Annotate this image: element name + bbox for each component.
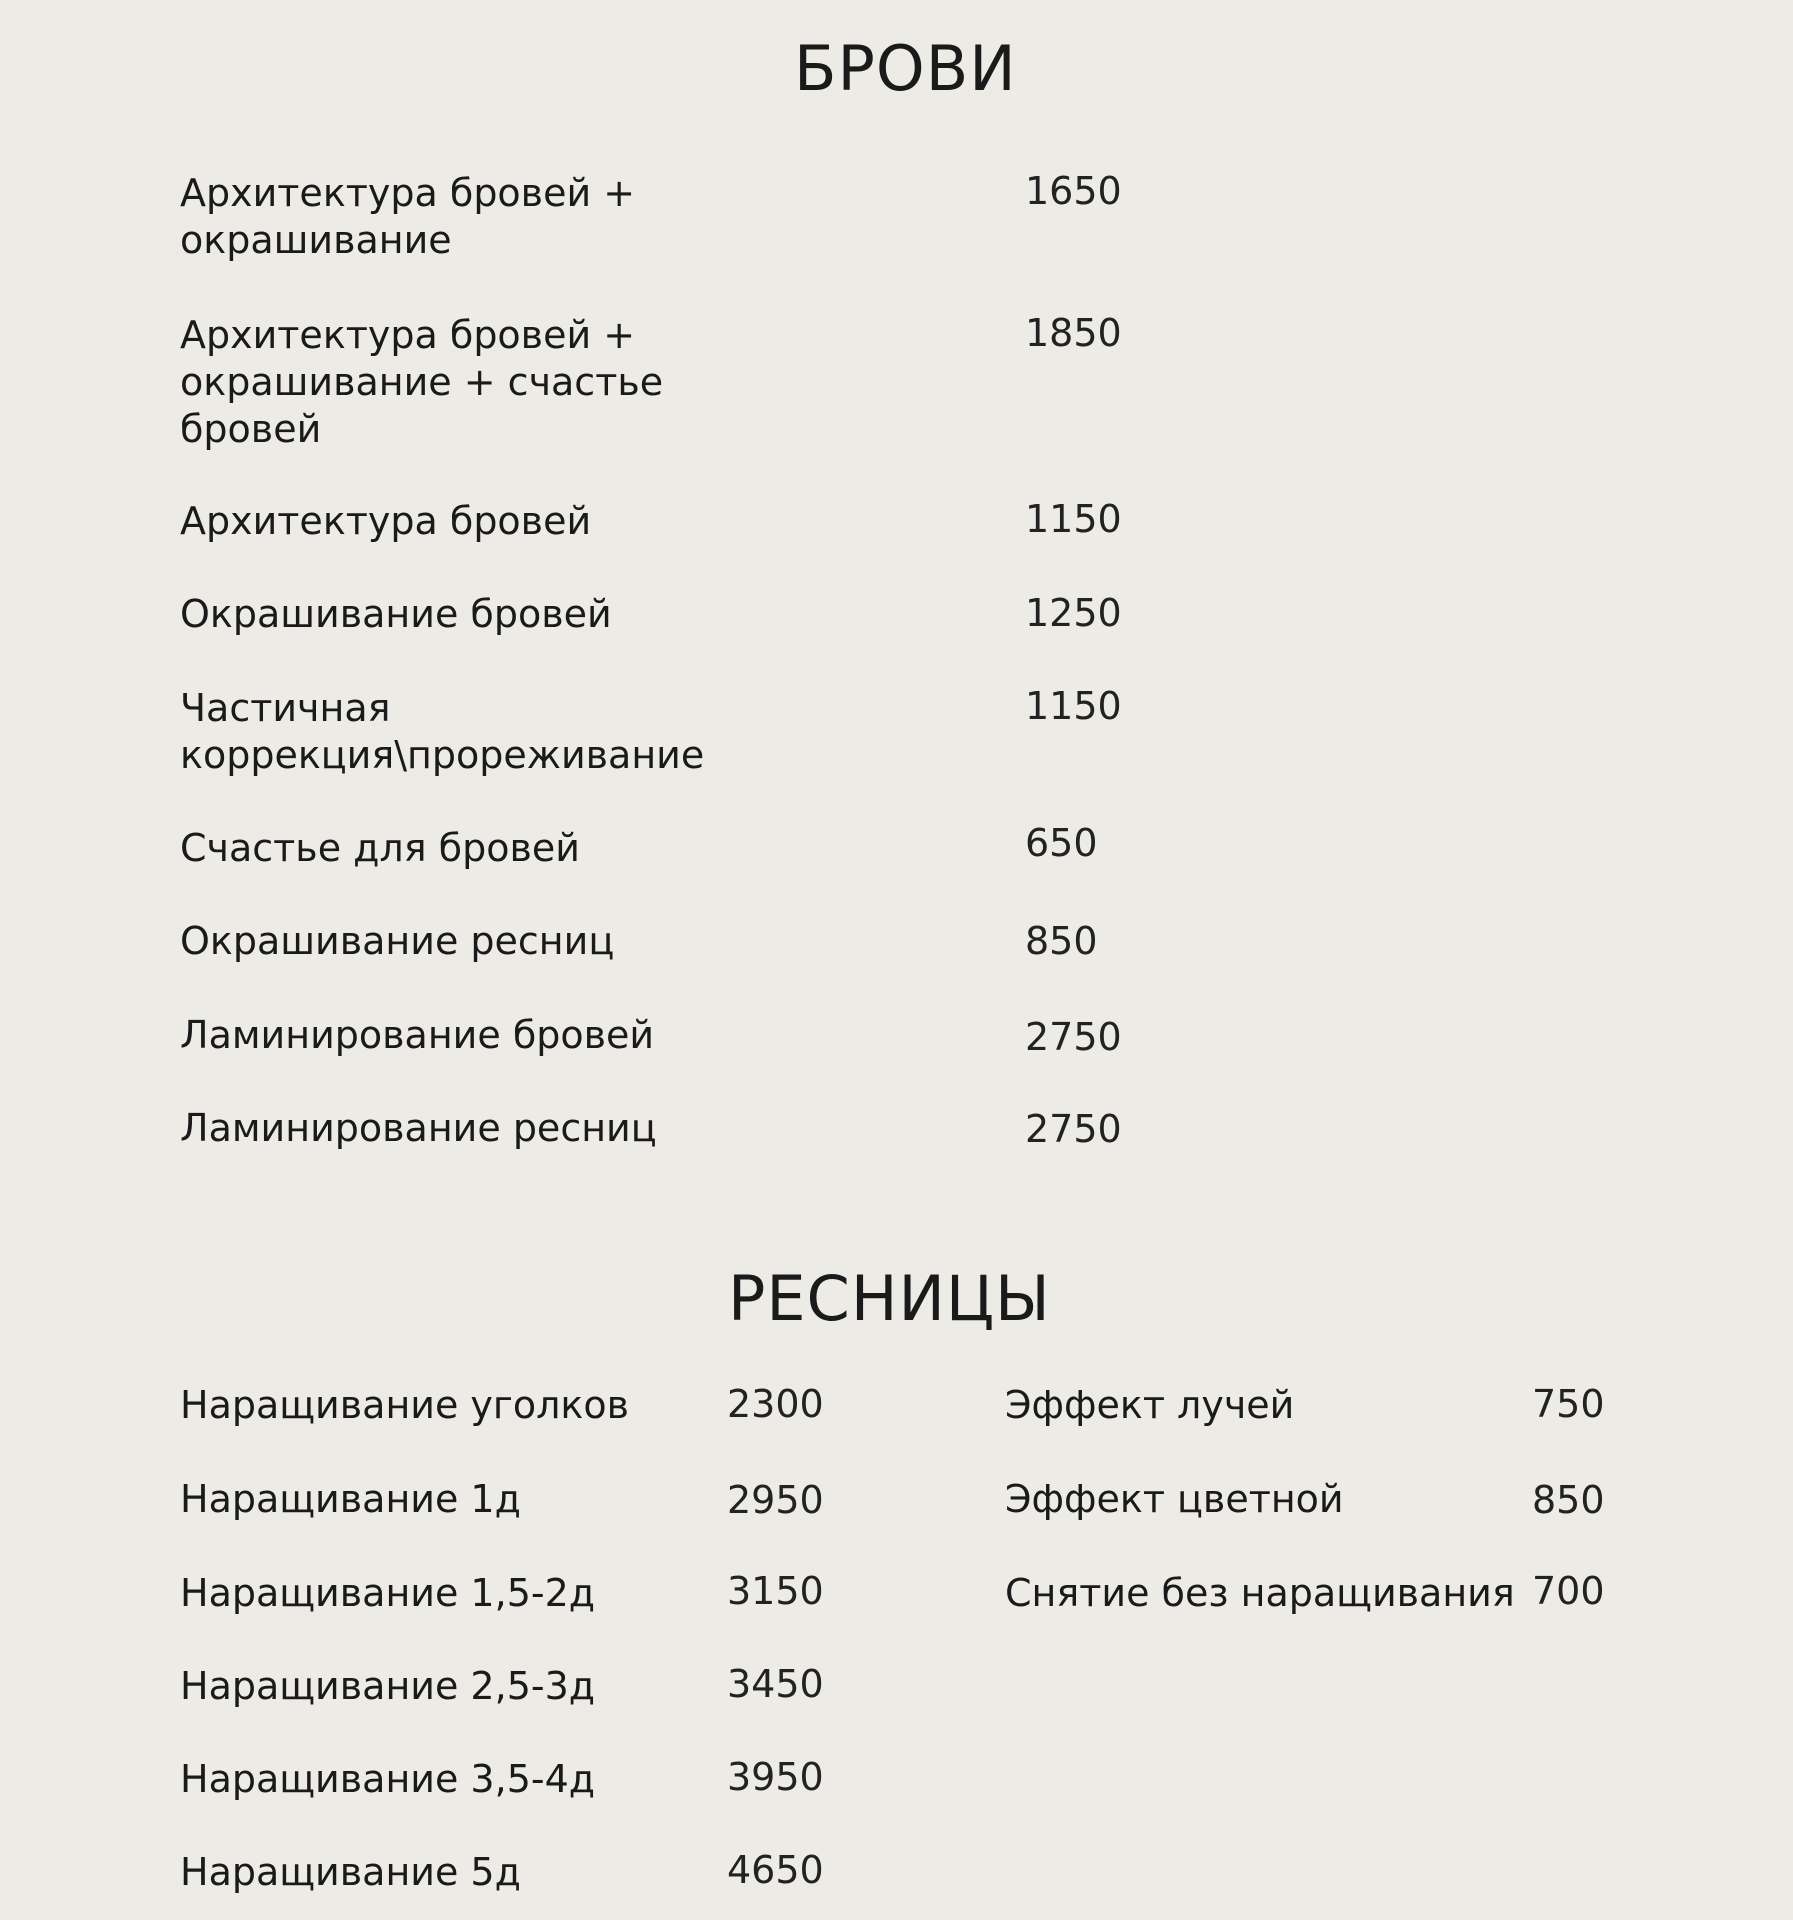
service-name: Наращивание уголков xyxy=(180,1383,630,1427)
service-price: 2750 xyxy=(1025,1015,1122,1059)
service-name: Наращивание 1,5-2д xyxy=(180,1571,596,1615)
service-price: 850 xyxy=(1025,919,1098,963)
brows-heading: БРОВИ xyxy=(794,32,1017,105)
service-price: 3450 xyxy=(727,1662,824,1706)
lashes-heading: РЕСНИЦЫ xyxy=(728,1262,1051,1335)
service-price: 650 xyxy=(1025,821,1098,865)
service-name: Эффект лучей xyxy=(1005,1383,1295,1427)
service-price: 1150 xyxy=(1025,684,1122,728)
service-price: 750 xyxy=(1532,1382,1605,1426)
service-name: Ламинирование ресниц xyxy=(180,1106,657,1150)
service-price: 1150 xyxy=(1025,497,1122,541)
service-name: Ламинирование бровей xyxy=(180,1013,655,1057)
service-name: Снятие без наращивания xyxy=(1005,1571,1515,1615)
service-price: 850 xyxy=(1532,1478,1605,1522)
service-price: 1850 xyxy=(1025,311,1122,355)
service-name: Эффект цветной xyxy=(1005,1477,1344,1521)
service-price: 2950 xyxy=(727,1478,824,1522)
service-price: 2750 xyxy=(1025,1107,1122,1151)
service-name: Наращивание 2,5-3д xyxy=(180,1664,596,1708)
service-price: 700 xyxy=(1532,1569,1605,1613)
service-name: Архитектура бровей + окрашивание xyxy=(180,171,636,262)
service-price: 1650 xyxy=(1025,169,1122,213)
service-name: Окрашивание ресниц xyxy=(180,919,615,963)
service-name: Счастье для бровей xyxy=(180,826,580,870)
service-price: 3950 xyxy=(727,1755,824,1799)
service-price: 4650 xyxy=(727,1848,824,1892)
service-name: Наращивание 5д xyxy=(180,1850,521,1894)
service-price: 1250 xyxy=(1025,591,1122,635)
service-name: Архитектура бровей + окрашивание + счастье бровей xyxy=(180,313,664,451)
service-name: Наращивание 3,5-4д xyxy=(180,1757,596,1801)
service-name: Наращивание 1д xyxy=(180,1477,521,1521)
service-name: Окрашивание бровей xyxy=(180,592,612,636)
service-name: Архитектура бровей xyxy=(180,499,592,543)
service-price: 3150 xyxy=(727,1569,824,1613)
service-price: 2300 xyxy=(727,1382,824,1426)
service-name: Частичная коррекция\прореживание xyxy=(180,686,705,777)
